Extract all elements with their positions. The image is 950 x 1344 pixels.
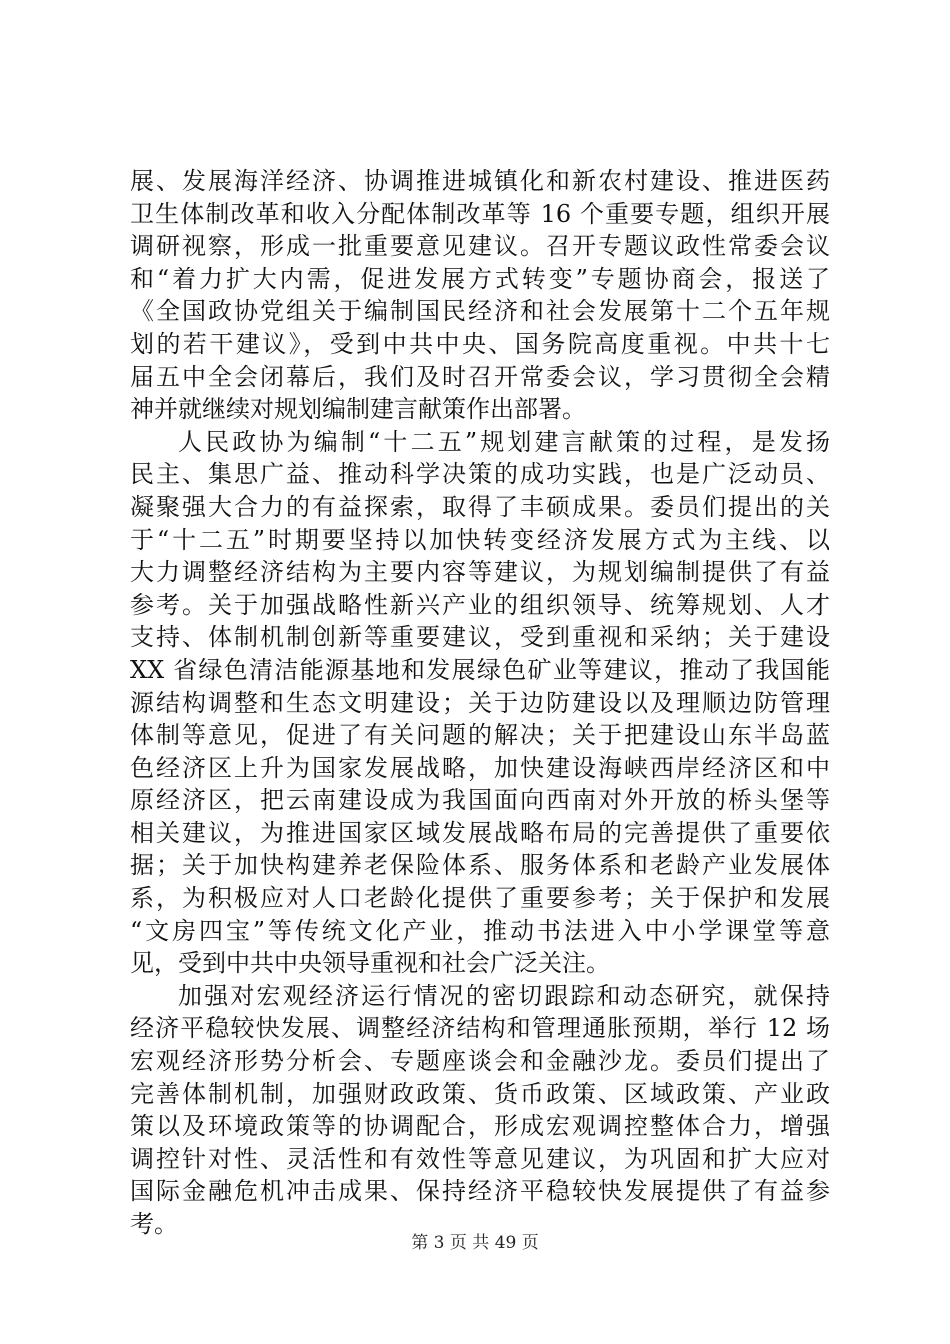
text-line: 和“着力扩大内需，促进发展方式转变”专题协商会，报送了 bbox=[130, 264, 830, 293]
text-line: 考。 bbox=[130, 1210, 178, 1238]
paragraph bbox=[130, 980, 830, 1241]
text-line: 于“十二五”时期要坚持以加快转变经济发展方式为主线、以 bbox=[130, 525, 830, 554]
text-line: 人民政协为编制“十二五”规划建言献策的过程，是发扬 bbox=[178, 427, 830, 456]
text-line: 完善体制机制，加强财政政策、货币政策、区域政策、产业政 bbox=[130, 1079, 830, 1108]
text-line: 《全国政协党组关于编制国民经济和社会发展第十二个五年规 bbox=[130, 297, 830, 326]
document-body bbox=[130, 165, 830, 1241]
text-line: 神并就继续对规划编制建言献策作出部署。 bbox=[130, 395, 586, 424]
text-line: 调研视察，形成一批重要意见建议。召开专题议政性常委会议 bbox=[130, 232, 830, 261]
text-line: 卫生体制改革和收入分配体制改革等 16 个重要专题，组织开展 bbox=[130, 199, 830, 228]
text-line: 据；关于加快构建养老保险体系、服务体系和老龄产业发展体 bbox=[130, 851, 830, 880]
text-line: 划的若干建议》，受到中共中央、国务院高度重视。中共十七 bbox=[130, 329, 830, 358]
paragraph bbox=[130, 165, 830, 426]
text-line: 调控针对性、灵活性和有效性等意见建议，为巩固和扩大应对 bbox=[130, 1144, 830, 1173]
text-line: 系，为积极应对人口老龄化提供了重要参考；关于保护和发展 bbox=[130, 884, 830, 913]
text-line: 大力调整经济结构为主要内容等建议，为规划编制提供了有益 bbox=[130, 558, 830, 587]
text-line: 体制等意见，促进了有关问题的解决；关于把建设山东半岛蓝 bbox=[130, 721, 830, 750]
text-line: 宏观经济形势分析会、专题座谈会和金融沙龙。委员们提出了 bbox=[130, 1047, 830, 1076]
text-line: 原经济区，把云南建设成为我国面向西南对外开放的桥头堡等 bbox=[130, 786, 830, 815]
text-line: “文房四宝”等传统文化产业，推动书法进入中小学课堂等意 bbox=[130, 916, 830, 945]
page-footer: 第 3 页 共 49 页 bbox=[411, 1233, 539, 1253]
text-line: XX 省绿色清洁能源基地和发展绿色矿业等建议，推动了我国能 bbox=[130, 655, 830, 684]
text-line: 凝聚强大合力的有益探索，取得了丰硕成果。委员们提出的关 bbox=[130, 492, 830, 521]
paragraph bbox=[130, 426, 830, 980]
text-line: 相关建议，为推进国家区域发展战略布局的完善提供了重要依 bbox=[130, 818, 830, 847]
text-line: 源结构调整和生态文明建设；关于边防建设以及理顺边防管理 bbox=[130, 688, 830, 717]
text-line: 色经济区上升为国家发展战略，加快建设海峡西岸经济区和中 bbox=[130, 753, 830, 782]
text-line: 参考。关于加强战略性新兴产业的组织领导、统筹规划、人才 bbox=[130, 590, 830, 619]
text-line: 支持、体制机制创新等重要建议，受到重视和采纳；关于建设 bbox=[130, 623, 830, 652]
text-line: 届五中全会闭幕后，我们及时召开常委会议，学习贯彻全会精 bbox=[130, 362, 830, 391]
text-line: 展、发展海洋经济、协调推进城镇化和新农村建设、推进医药 bbox=[130, 167, 830, 195]
text-line: 民主、集思广益、推动科学决策的成功实践，也是广泛动员、 bbox=[130, 460, 830, 489]
text-line: 经济平稳较快发展、调整经济结构和管理通胀预期，举行 12 场 bbox=[130, 1014, 830, 1043]
text-line: 策以及环境政策等的协调配合，形成宏观调控整体合力，增强 bbox=[130, 1112, 830, 1141]
text-line: 见，受到中共中央领导重视和社会广泛关注。 bbox=[130, 949, 610, 978]
text-line: 加强对宏观经济运行情况的密切跟踪和动态研究，就保持 bbox=[178, 981, 830, 1010]
text-line: 国际金融危机冲击成果、保持经济平稳较快发展提供了有益参 bbox=[130, 1177, 830, 1206]
